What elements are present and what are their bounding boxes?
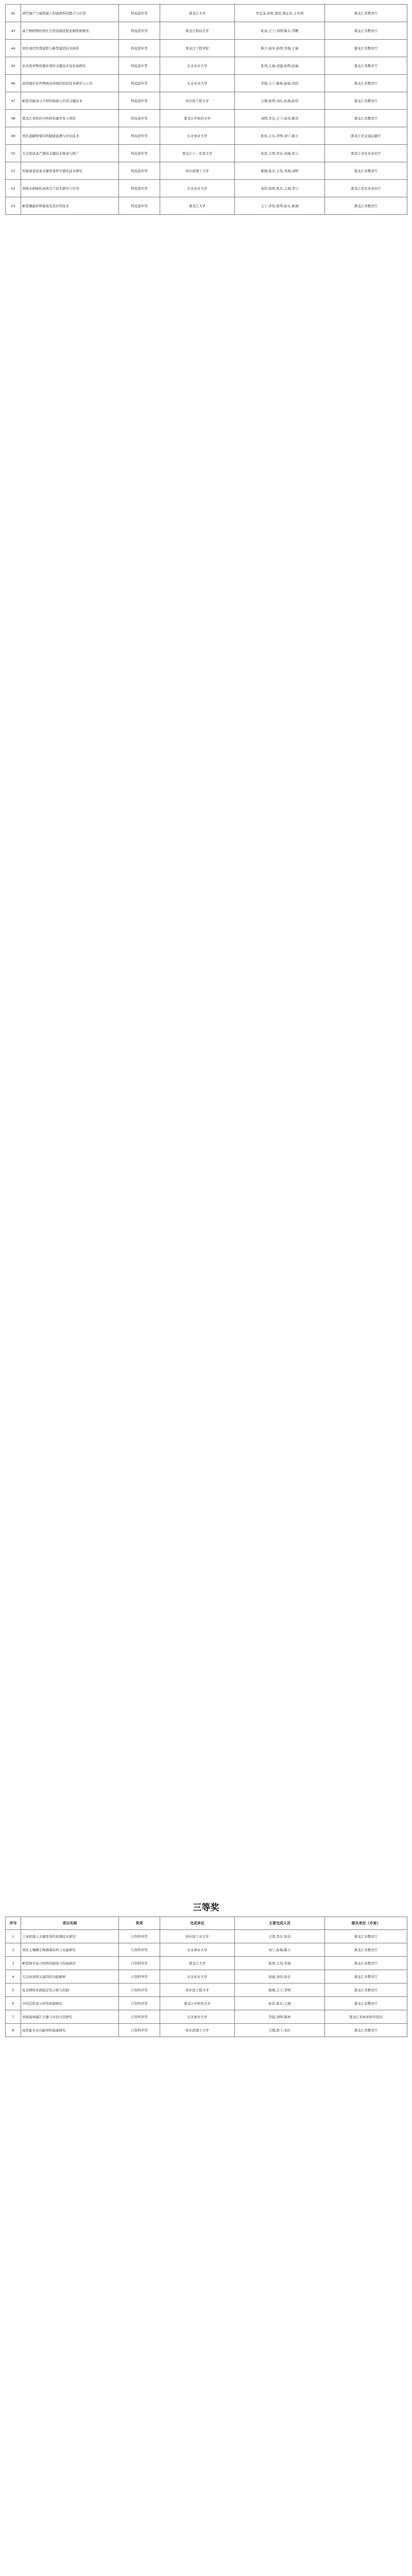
- cell-rec: 黑龙江省教育厅: [325, 40, 407, 57]
- table-row: [6, 145, 407, 162]
- cell-name: 大豆抗逆相关基因的功能解析: [21, 1970, 119, 1984]
- cell-cat: 自然科学奖: [119, 2010, 160, 2024]
- cell-cat: 科技进步奖: [119, 57, 160, 75]
- cell-persons: 陈刚,张东,王伟,李海,刘明: [235, 162, 325, 180]
- cell-persons: 孙伟,王明,李东,刘海,张宁: [235, 145, 325, 162]
- table-row: [6, 2024, 407, 2037]
- cell-rec: 黑龙江省教育厅: [325, 57, 407, 75]
- cell-cat: 自然科学奖: [119, 1930, 160, 1943]
- cell-name: 智能制造装备关键零部件可靠性技术研究: [21, 162, 119, 180]
- cell-no: 4: [6, 1970, 21, 1984]
- table-row: [6, 1957, 407, 1970]
- cell-rec: 黑龙江省教育厅: [325, 1957, 407, 1970]
- cell-rec: 黑龙江省林业和草原局: [325, 2010, 407, 2024]
- cell-rec: 黑龙江省教育厅: [325, 2024, 407, 2037]
- cell-unit: 黑龙江大学: [160, 197, 235, 215]
- header-name: 项目名称: [21, 1917, 119, 1930]
- table-row: [6, 22, 407, 40]
- cell-unit: 东北林业大学: [160, 127, 235, 145]
- cell-unit: 黑龙江工程学院: [160, 40, 235, 57]
- cell-unit: 黑龙江科技大学: [160, 22, 235, 40]
- cell-cat: 科技进步奖: [119, 40, 160, 57]
- cell-persons: 陈立,杨军,孙明,李海,王丽: [235, 40, 325, 57]
- cell-name: 高寒地区农作物病虫害绿色防控技术研究与示范: [21, 75, 119, 92]
- cell-persons: 李强,刘明,陈林: [235, 2010, 325, 2024]
- table-row: [6, 197, 407, 215]
- cell-rec: 黑龙江省农业农村厅: [325, 145, 407, 162]
- cell-unit: 东北林业大学: [160, 1943, 235, 1957]
- header-cat: 奖类: [119, 1917, 160, 1930]
- cell-no: 42: [6, 5, 21, 22]
- header-rec: 提名单位（专家）: [325, 1917, 407, 1930]
- cell-cat: 科技进步奖: [119, 197, 160, 215]
- table-row: [6, 1997, 407, 2010]
- cell-unit: 黑龙江中医药大学: [160, 110, 235, 127]
- table-row: [6, 57, 407, 75]
- table-row: [6, 2010, 407, 2024]
- cell-rec: 黑龙江省教育厅: [325, 1930, 407, 1943]
- cell-rec: 黑龙江省教育厅: [325, 110, 407, 127]
- table-row: [6, 1970, 407, 1984]
- cell-no: 50: [6, 145, 21, 162]
- cell-unit: 东北农业大学: [160, 180, 235, 197]
- cell-cat: 科技进步奖: [119, 92, 160, 110]
- cell-persons: 李金龙,孙铭,葛民,胡正民,王中国: [235, 5, 325, 22]
- cell-cat: 自然科学奖: [119, 2024, 160, 2037]
- cell-name: 基于物联网的寒区大型设施远程监测系统研发: [21, 22, 119, 40]
- cell-name: 寒区土壤微生物群落结构与功能研究: [21, 1943, 119, 1957]
- cell-no: 47: [6, 92, 21, 110]
- awards-table-top: [5, 4, 407, 215]
- cell-cat: 自然科学奖: [119, 1984, 160, 1997]
- table-row: [6, 40, 407, 57]
- cell-persons: 赵丽,刘伟,孙东: [235, 1970, 325, 1984]
- cell-persons: 张明,王伟,李海: [235, 1957, 325, 1970]
- cell-persons: 孙伟,张东,王海: [235, 1997, 325, 2010]
- cell-unit: 东北林业大学: [160, 2010, 235, 2024]
- table-row: [6, 127, 407, 145]
- cell-no: 52: [6, 180, 21, 197]
- cell-name: 新型功能高分子材料制备与应用关键技术: [21, 92, 119, 110]
- cell-no: 51: [6, 162, 21, 180]
- cell-rec: 黑龙江省教育厅: [325, 1943, 407, 1957]
- cell-no: 6: [6, 1997, 21, 2010]
- cell-cat: 自然科学奖: [119, 1970, 160, 1984]
- cell-unit: 东北农业大学: [160, 75, 235, 92]
- cell-name: 清代地产与建筑施工的建筑科技整合与应用: [21, 5, 119, 22]
- cell-name: 复杂网络系统稳定性分析与控制: [21, 1984, 119, 1997]
- cell-no: 2: [6, 1943, 21, 1957]
- cell-unit: 黑龙江大学: [160, 5, 235, 22]
- cell-rec: 黑龙江省教育厅: [325, 1984, 407, 1997]
- table-row: [6, 92, 407, 110]
- cell-cat: 自然科学奖: [119, 1957, 160, 1970]
- cell-unit: 哈尔滨理工大学: [160, 2024, 235, 2037]
- header-unit: 完成单位: [160, 1917, 235, 1930]
- cell-rec: 黑龙江省教育厅: [325, 162, 407, 180]
- cell-persons: 张波,王宁,刘明,陈东,李鹏: [235, 22, 325, 40]
- cell-persons: 张利,王海,刘建,孙明,赵丽: [235, 57, 325, 75]
- cell-cat: 科技进步奖: [119, 180, 160, 197]
- table-row: [6, 162, 407, 180]
- awards-table-third: [5, 1917, 407, 2037]
- cell-rec: 黑龙江省教育厅: [325, 5, 407, 22]
- cell-cat: 科技进步奖: [119, 127, 160, 145]
- cell-persons: 张伟,王东,李明,刘宁,陈立: [235, 127, 325, 145]
- cell-name: 寒地森林碳汇计量与评估方法研究: [21, 2010, 119, 2024]
- cell-name: 大豆优质高产栽培关键技术集成与推广: [21, 145, 119, 162]
- cell-cat: 科技进步奖: [119, 75, 160, 92]
- cell-name: 寒地水稻绿色高效生产技术研究与应用: [21, 180, 119, 197]
- cell-no: 1: [6, 1930, 21, 1943]
- cell-persons: 刘明,李东,王宁,孙伟,陈亮: [235, 110, 325, 127]
- cell-cat: 自然科学奖: [119, 1997, 160, 2010]
- cell-no: 8: [6, 2024, 21, 2037]
- cell-unit: 哈尔滨工程大学: [160, 1984, 235, 1997]
- cell-name: 工业机器人关键零部件检测技术研究: [21, 1930, 119, 1943]
- cell-name: 农业废弃物资源化利用关键技术及装备研究: [21, 57, 119, 75]
- cell-cat: 自然科学奖: [119, 1943, 160, 1957]
- cell-name: 中药活性成分作用机制研究: [21, 1997, 119, 2010]
- cell-rec: 黑龙江省农业农村厅: [325, 180, 407, 197]
- table-row: [6, 1984, 407, 1997]
- cell-cat: 科技进步奖: [119, 110, 160, 127]
- table-header-row: [6, 1917, 407, 1930]
- cell-unit: 哈尔滨理工大学: [160, 162, 235, 180]
- cell-name: 寒区道路桥梁结构健康监测与评估技术: [21, 127, 119, 145]
- cell-name: 新型纳米复合材料的制备与性能研究: [21, 1957, 119, 1970]
- cell-persons: 李强,王宁,陈林,赵丽,刘伟: [235, 75, 325, 92]
- cell-no: 48: [6, 110, 21, 127]
- cell-rec: 黑龙江省教育厅: [325, 1997, 407, 2010]
- cell-no: 49: [6, 127, 21, 145]
- cell-persons: 王刚,张宁,刘东: [235, 2024, 325, 2037]
- cell-name: 寒区现代智慧建筑与新型建造技术体系: [21, 40, 119, 57]
- cell-rec: 黑龙江省交通运输厅: [325, 127, 407, 145]
- table-row: [6, 1943, 407, 1957]
- header-persons: 主要完成人员: [235, 1917, 325, 1930]
- table-row: [6, 5, 407, 22]
- cell-persons: 刘伟,孙明,张东,王海,李宁: [235, 180, 325, 197]
- header-no: 序号: [6, 1917, 21, 1930]
- table-row: [6, 180, 407, 197]
- cell-unit: 哈尔滨工业大学: [160, 1930, 235, 1943]
- cell-unit: 哈尔滨工程大学: [160, 92, 235, 110]
- cell-cat: 科技进步奖: [119, 22, 160, 40]
- cell-no: 53: [6, 197, 21, 215]
- cell-unit: 黑龙江八一农垦大学: [160, 145, 235, 162]
- cell-rec: 黑龙江省教育厅: [325, 22, 407, 40]
- table-row: [6, 75, 407, 92]
- cell-no: 7: [6, 2010, 21, 2024]
- cell-cat: 科技进步奖: [119, 162, 160, 180]
- cell-rec: 黑龙江省教育厅: [325, 92, 407, 110]
- cell-persons: 陈刚,王宁,李明: [235, 1984, 325, 1997]
- third-prize-title: 三等奖: [193, 1903, 219, 1913]
- cell-persons: 王明,李东,张伟: [235, 1930, 325, 1943]
- cell-persons: 王刚,张明,刘东,孙海,赵伟: [235, 92, 325, 110]
- cell-rec: 黑龙江省教育厅: [325, 1970, 407, 1984]
- cell-no: 3: [6, 1957, 21, 1970]
- cell-unit: 东北农业大学: [160, 57, 235, 75]
- cell-unit: 黑龙江中医药大学: [160, 1997, 235, 2010]
- cell-cat: 科技进步奖: [119, 145, 160, 162]
- cell-name: 新型储能材料制备及其应用技术: [21, 197, 119, 215]
- cell-rec: 黑龙江省教育厅: [325, 197, 407, 215]
- cell-persons: 刘宁,孙海,陈立: [235, 1943, 325, 1957]
- cell-no: 45: [6, 57, 21, 75]
- cell-cat: 科技进步奖: [119, 5, 160, 22]
- cell-no: 5: [6, 1984, 21, 1997]
- cell-unit: 黑龙江大学: [160, 1957, 235, 1970]
- cell-no: 46: [6, 75, 21, 92]
- table-row: [6, 1930, 407, 1943]
- cell-name: 黑龙江省特色中药材资源开发与利用: [21, 110, 119, 127]
- cell-unit: 东北农业大学: [160, 1970, 235, 1984]
- cell-no: 43: [6, 22, 21, 40]
- cell-persons: 王宁,李伟,张明,孙东,陈海: [235, 197, 325, 215]
- cell-rec: 黑龙江省教育厅: [325, 75, 407, 92]
- cell-no: 44: [6, 40, 21, 57]
- cell-name: 高性能光电功能材料基础研究: [21, 2024, 119, 2037]
- table-row: [6, 110, 407, 127]
